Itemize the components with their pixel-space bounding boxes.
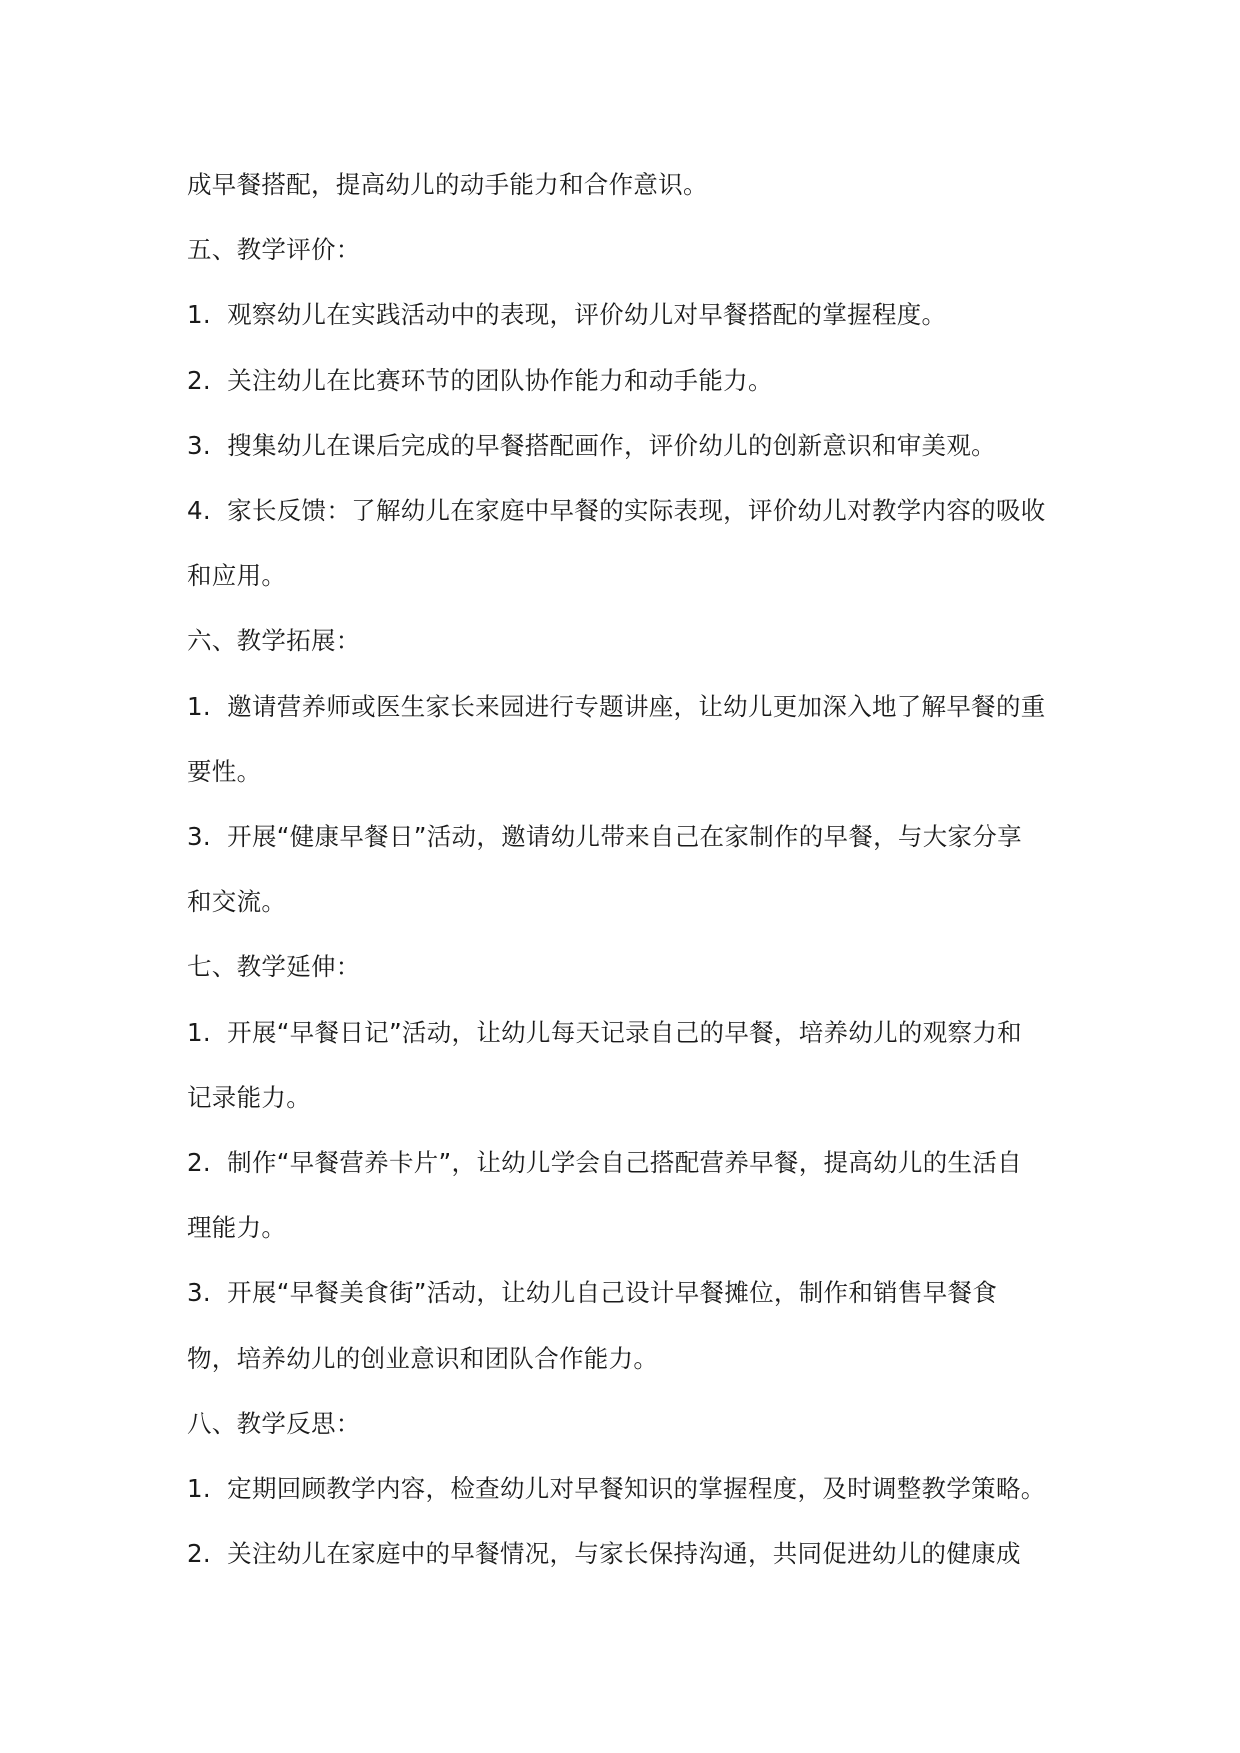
text-line: 要性。 bbox=[187, 756, 262, 786]
text-line: 2. 关注幼儿在家庭中的早餐情况，与家长保持沟通，共同促进幼儿的健康成 bbox=[187, 1539, 1021, 1569]
section-heading: 七、教学延伸： bbox=[187, 952, 361, 982]
text-line: 2. 关注幼儿在比赛环节的团队协作能力和动手能力。 bbox=[187, 365, 773, 395]
text-line: 1. 观察幼儿在实践活动中的表现，评价幼儿对早餐搭配的掌握程度。 bbox=[187, 300, 947, 330]
text-line: 2. 制作“早餐营养卡片”，让幼儿学会自己搭配营养早餐，提高幼儿的生活自 bbox=[187, 1148, 1022, 1178]
text-line: 理能力。 bbox=[187, 1213, 287, 1243]
text-line: 1. 定期回顾教学内容，检查幼儿对早餐知识的掌握程度，及时调整教学策略。 bbox=[187, 1474, 1046, 1504]
text-line: 3. 开展“健康早餐日”活动，邀请幼儿带来自己在家制作的早餐，与大家分享 bbox=[187, 822, 1022, 852]
text-line: 记录能力。 bbox=[187, 1082, 311, 1112]
section-heading: 五、教学评价： bbox=[187, 235, 361, 265]
text-line: 1. 邀请营养师或医生家长来园进行专题讲座，让幼儿更加深入地了解早餐的重 bbox=[187, 691, 1046, 721]
text-line: 1. 开展“早餐日记”活动，让幼儿每天记录自己的早餐，培养幼儿的观察力和 bbox=[187, 1017, 1022, 1047]
text-line: 3. 搜集幼儿在课后完成的早餐搭配画作，评价幼儿的创新意识和审美观。 bbox=[187, 430, 996, 460]
text-line: 物，培养幼儿的创业意识和团队合作能力。 bbox=[187, 1343, 659, 1373]
text-line: 4. 家长反馈：了解幼儿在家庭中早餐的实际表现，评价幼儿对教学内容的吸收 bbox=[187, 496, 1046, 526]
section-heading: 六、教学拓展： bbox=[187, 626, 361, 656]
text-line: 和应用。 bbox=[187, 561, 287, 591]
text-line: 成早餐搭配，提高幼儿的动手能力和合作意识。 bbox=[187, 170, 708, 199]
document-body bbox=[187, 152, 1057, 1586]
text-line: 3. 开展“早餐美食街”活动，让幼儿自己设计早餐摊位，制作和销售早餐食 bbox=[187, 1278, 998, 1308]
text-line: 和交流。 bbox=[187, 887, 287, 917]
section-heading: 八、教学反思： bbox=[187, 1408, 361, 1438]
